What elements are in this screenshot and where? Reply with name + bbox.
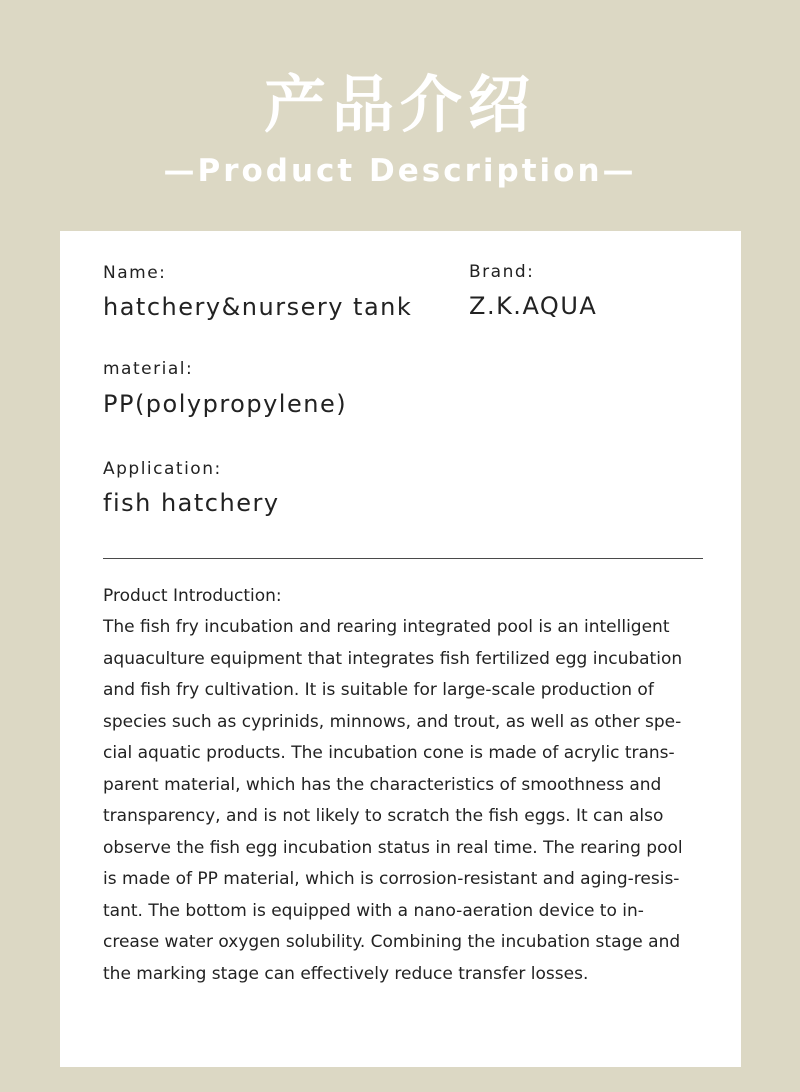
intro-heading: Product Introduction: xyxy=(103,586,282,606)
brand-value: Z.K.AQUA xyxy=(469,292,598,320)
intro-line: observe the fish egg incubation status in real time. The rearing pool xyxy=(103,837,683,858)
application-value: fish hatchery xyxy=(103,489,280,517)
intro-line: cial aquatic products. The incubation cone is made of acrylic trans- xyxy=(103,743,675,763)
material-label: material: xyxy=(103,359,194,379)
application-label: Application: xyxy=(103,459,222,479)
intro-line: and fish fry cultivation. It is suitable for large-scale production of xyxy=(103,680,654,700)
intro-line: aquaculture equipment that integrates fish fertilized egg incubation xyxy=(103,648,683,669)
intro-line: species such as cyprinids, minnows, and trout, as well as other spe- xyxy=(103,711,682,732)
product-card xyxy=(60,231,741,1067)
name-value: hatchery&nursery tank xyxy=(103,293,413,321)
intro-line: transparency, and is not likely to scratch the fish eggs. It can also xyxy=(103,806,664,826)
intro-line: tant. The bottom is equipped with a nano-aeration device to in- xyxy=(103,900,644,921)
name-label: Name: xyxy=(103,263,167,283)
intro-line: is made of PP material, which is corrosion-resistant and aging-resis- xyxy=(103,869,680,889)
page-title: 产品介绍 xyxy=(263,68,536,141)
section-divider xyxy=(103,558,703,559)
intro-line: parent material, which has the characteristics of smoothness and xyxy=(103,774,662,795)
material-value: PP(polypropylene) xyxy=(103,390,348,418)
page-subtitle: —Product Description— xyxy=(163,153,637,189)
intro-paragraph xyxy=(103,612,703,990)
intro-line: the marking stage can effectively reduce transfer losses. xyxy=(103,963,589,984)
brand-label: Brand: xyxy=(469,262,535,282)
intro-line: crease water oxygen solubility. Combining the incubation stage and xyxy=(103,932,681,952)
intro-line: The fish fry incubation and rearing integrated pool is an intelligent xyxy=(103,617,670,637)
